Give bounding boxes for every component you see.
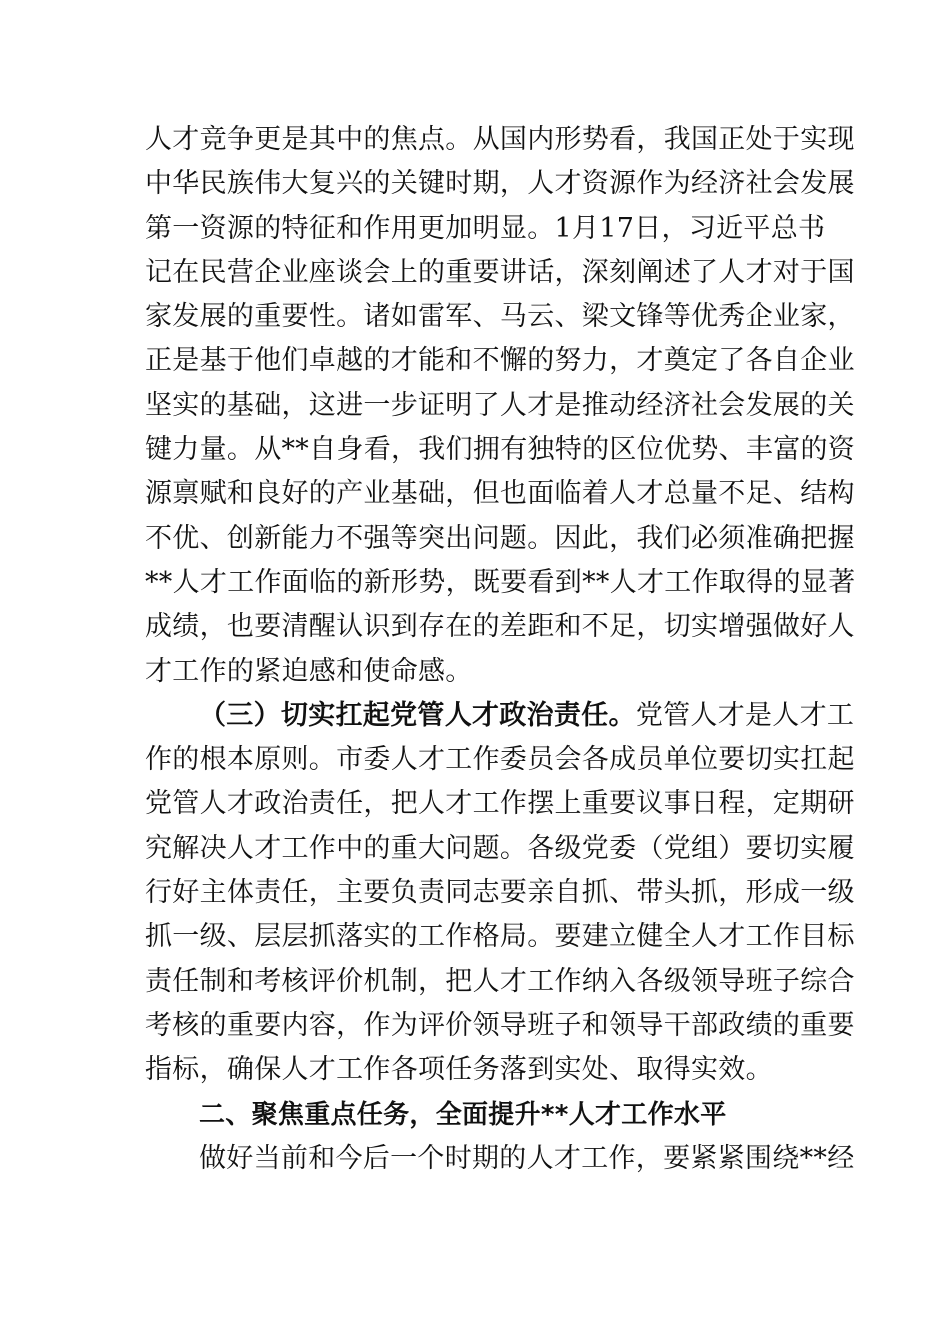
section-3-first-line [145, 694, 855, 738]
paragraph-line: 成绩，也要清醒认识到存在的差距和不足，切实增强做好人 [145, 611, 855, 643]
paragraph-line: 不优、创新能力不强等突出问题。因此，我们必须准确把握 [145, 522, 855, 554]
paragraph-line: 记在民营企业座谈会上的重要讲话，深刻阐述了人才对于国 [145, 256, 855, 288]
section-3-title: （三）切实扛起党管人才政治责任。 [199, 699, 636, 731]
paragraph-line: 考核的重要内容，作为评价领导班子和领导干部政绩的重要 [145, 1009, 855, 1041]
paragraph-line: 抓一级、层层抓落实的工作格局。要建立健全人才工作目标 [145, 921, 855, 953]
paragraph-line: 究解决人才工作中的重大问题。各级党委（党组）要切实履 [145, 832, 855, 864]
paragraph-line: 人才竞争更是其中的焦点。从国内形势看，我国正处于实现 [145, 124, 855, 155]
paragraph-line: 家发展的重要性。诸如雷军、马云、梁文锋等优秀企业家， [145, 301, 855, 333]
paragraph-line: 行好主体责任，主要负责同志要亲自抓、带头抓，形成一级 [145, 877, 855, 909]
paragraph-line: 坚实的基础，这进一步证明了人才是推动经济社会发展的关 [145, 389, 855, 421]
paragraph-line: 中华民族伟大复兴的关键时期，人才资源作为经济社会发展 [145, 168, 855, 200]
paragraph-line: 指标，确保人才工作各项任务落到实处、取得实效。 [145, 1054, 773, 1086]
paragraph-line: 党管人才政治责任，把人才工作摆上重要议事日程，定期研 [145, 788, 855, 820]
paragraph-line: 键力量。从**自身看，我们拥有独特的区位优势、丰富的资 [145, 434, 856, 466]
paragraph-line: **人才工作面临的新形势，既要看到**人才工作取得的显著 [145, 566, 856, 598]
paragraph-line: 才工作的紧迫感和使命感。 [145, 655, 473, 687]
paragraph-line: 正是基于他们卓越的才能和不懈的努力，才奠定了各自企业 [145, 345, 855, 377]
paragraph-line: 第一资源的特征和作用更加明显。1月17日，习近平总书 [145, 212, 826, 244]
document-body [145, 118, 856, 1181]
paragraph-line: 责任制和考核评价机制，把人才工作纳入各级领导班子综合 [145, 965, 855, 997]
paragraph-line: 源禀赋和良好的产业基础，但也面临着人才总量不足、结构 [145, 478, 855, 510]
section-3-first-line-rest: 党管人才是人才工 [635, 699, 855, 731]
paragraph-line: 做好当前和今后一个时期的人才工作，要紧紧围绕**经 [199, 1142, 855, 1174]
paragraph-line: 作的根本原则。市委人才工作委员会各成员单位要切实扛起 [145, 744, 855, 776]
section-heading-2: 二、聚焦重点任务，全面提升**人才工作水平 [199, 1099, 727, 1130]
